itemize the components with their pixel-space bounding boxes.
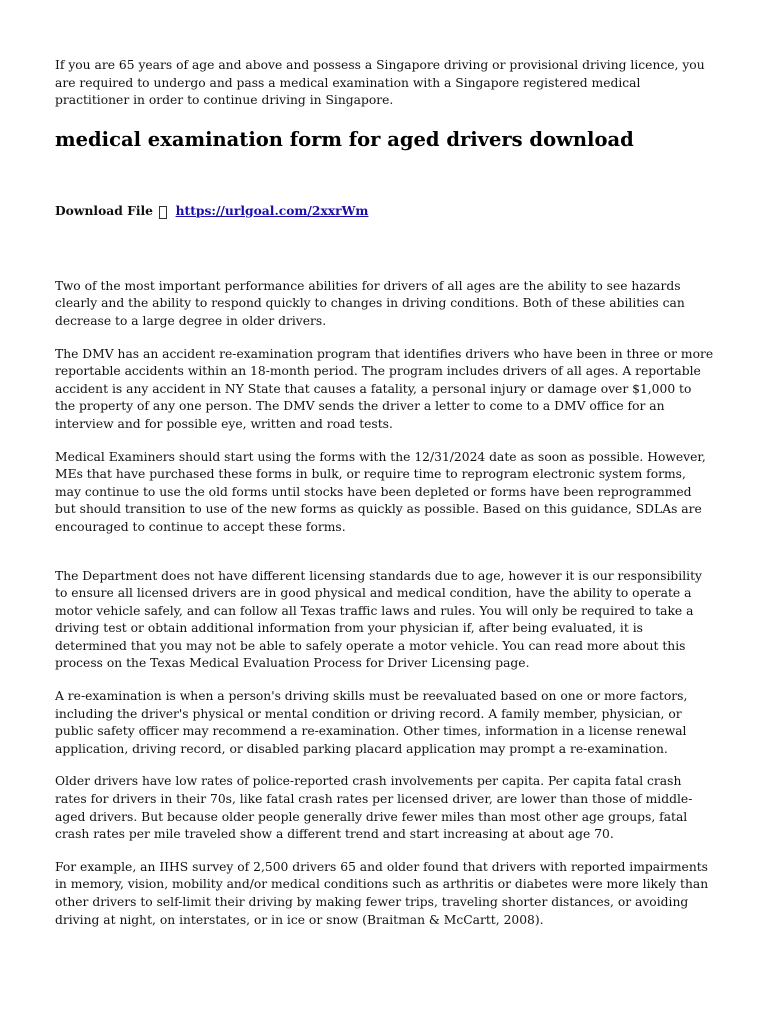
intro-paragraph: If you are 65 years of age and above and possess a Singapore driving or provisional driving licence, you are required to undergo and pass a medical examination with a Singapore registered medical practitioner in order to continue driving in Singapore. <box>55 58 705 108</box>
download-line <box>55 202 715 220</box>
arrow-icon <box>159 206 167 219</box>
body-paragraph-7: For example, an IIHS survey of 2,500 drivers 65 and older found that drivers with reported impairments in memory, vision, mobility and/or medical conditions such as arthritis or diabetes were more likely than other drivers to self-limit their driving by making fewer trips, traveling shorter distances, or avoiding driving at night, on interstates, or in ice or snow (Braitman & McCartt, 2008). <box>55 859 709 927</box>
body-paragraph-5: A re-examination is when a person's driving skills must be reevaluated based on one or more factors, including the driver's physical or mental condition or driving record. A family member, physician, or public safety officer may recommend a re-examination. Other times, information in a license renewal application, driving record, or disabled parking placard application may prompt a re-examination. <box>55 689 688 756</box>
download-label: Download File <box>55 202 154 218</box>
body-paragraph-3: Medical Examiners should start using the forms with the 12/31/2024 date as soon as possible. However, MEs that have purchased these forms in bulk, or require time to reprogram electronic system forms, may continue to use the old forms until stocks have been depleted or forms have been reprogrammed but should transition to use of the new forms as quickly as possible. Based on this guidance, SDLAs are encouraged to continue to accept these forms. <box>55 449 706 534</box>
body-paragraph-2: The DMV has an accident re-examination program that identifies drivers who have been in three or more reportable accidents within an 18-month period. The program includes drivers of all ages. A reportable accident is any accident in NY State that causes a fatality, a personal injury or damage over $1,000 to the property of any one person. The DMV sends the driver a letter to come to a DMV office for an interview and for possible eye, written and road tests. <box>55 346 714 431</box>
body-paragraph-6: Older drivers have low rates of police-reported crash involvements per capita. Per capita fatal crash rates for drivers in their 70s, like fatal crash rates per licensed driver, are lower than those of middle-aged drivers. But because older people generally drive fewer miles than most other age groups, fatal crash rates per mile traveled show a different trend and start increasing at about age 70. <box>55 774 693 842</box>
body-paragraph-1: Two of the most important performance abilities for drivers of all ages are the ability to see hazards clearly and the ability to respond quickly to changes in driving conditions. Both of these abilities can decrease to a large degree in older drivers. <box>55 278 685 328</box>
page-title: medical examination form for aged drivers download <box>55 127 634 151</box>
download-link[interactable]: https://urlgoal.com/2xxrWm <box>175 202 369 218</box>
body-paragraph-4: The Department does not have different licensing standards due to age, however it is our responsibility to ensure all licensed drivers are in good physical and medical condition, have the ability to operate a motor vehicle safely, and can follow all Texas traffic laws and rules. You will only be required to take a driving test or obtain additional information from your physician if, after being evaluated, it is determined that you may not be able to safely operate a motor vehicle. You can read more about this process on the Texas Medical Evaluation Process for Driver Licensing page. <box>55 568 702 671</box>
